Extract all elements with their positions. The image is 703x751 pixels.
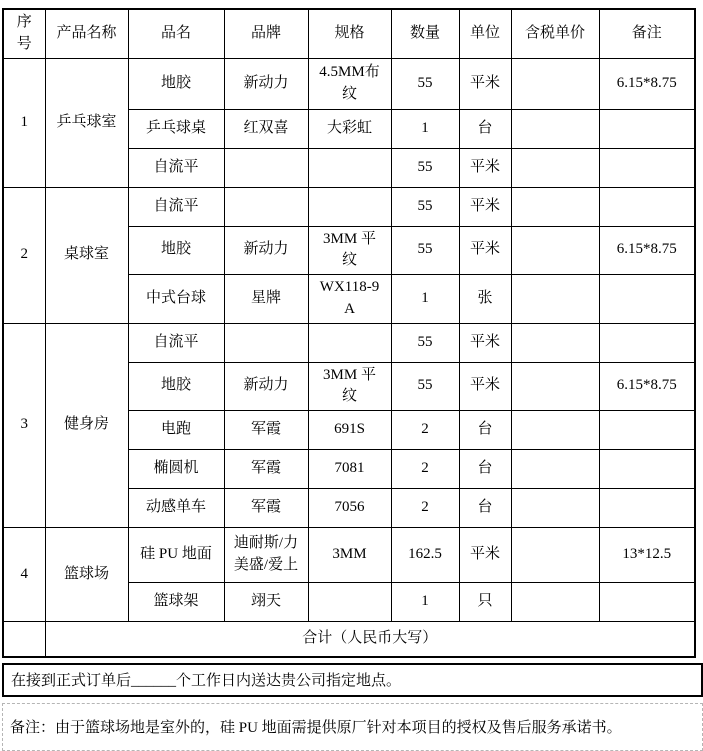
quotation-table	[2, 8, 696, 658]
cell-qty: 55	[391, 148, 459, 187]
cell-qty: 55	[391, 58, 459, 109]
cell-item: 自流平	[128, 187, 224, 226]
cell-category: 桌球室	[45, 187, 128, 323]
cell-item: 硅 PU 地面	[128, 528, 224, 583]
cell-price	[511, 58, 599, 109]
cell-spec: 3MM	[308, 528, 391, 583]
cell-category: 健身房	[45, 323, 128, 528]
cell-unit: 张	[459, 275, 511, 324]
cell-qty: 1	[391, 583, 459, 622]
header-cell-qty: 数量	[391, 9, 459, 58]
cell-spec	[308, 148, 391, 187]
cell-spec	[308, 187, 391, 226]
header-cell-unit: 单位	[459, 9, 511, 58]
cell-item: 自流平	[128, 323, 224, 362]
table-row	[3, 528, 695, 583]
table-row	[3, 323, 695, 362]
cell-brand: 军霞	[224, 489, 308, 528]
cell-price	[511, 226, 599, 275]
cell-unit: 平米	[459, 528, 511, 583]
cell-brand: 星牌	[224, 275, 308, 324]
cell-unit: 平米	[459, 187, 511, 226]
cell-brand: 新动力	[224, 362, 308, 411]
cell-qty: 55	[391, 323, 459, 362]
cell-note	[599, 323, 695, 362]
cell-item: 篮球架	[128, 583, 224, 622]
cell-spec: 大彩虹	[308, 109, 391, 148]
header-cell-brand: 品牌	[224, 9, 308, 58]
cell-price	[511, 275, 599, 324]
cell-note	[599, 109, 695, 148]
cell-no: 1	[3, 58, 45, 187]
cell-qty: 55	[391, 362, 459, 411]
cell-brand: 红双喜	[224, 109, 308, 148]
cell-qty: 2	[391, 450, 459, 489]
cell-unit: 台	[459, 450, 511, 489]
cell-spec	[308, 583, 391, 622]
cell-note	[599, 187, 695, 226]
cell-item: 地胶	[128, 58, 224, 109]
cell-unit: 平米	[459, 362, 511, 411]
cell-qty: 1	[391, 275, 459, 324]
total-row	[3, 622, 695, 657]
cell-note: 6.15*8.75	[599, 226, 695, 275]
cell-note	[599, 489, 695, 528]
cell-unit: 平米	[459, 226, 511, 275]
cell-spec: 3MM 平纹	[308, 226, 391, 275]
cell-unit: 台	[459, 489, 511, 528]
cell-price	[511, 583, 599, 622]
cell-unit: 平米	[459, 323, 511, 362]
cell-brand: 军霞	[224, 411, 308, 450]
header-cell-no: 序号	[3, 9, 45, 58]
cell-unit: 台	[459, 109, 511, 148]
cell-unit: 台	[459, 411, 511, 450]
cell-item: 乒乓球桌	[128, 109, 224, 148]
header-cell-item: 品名	[128, 9, 224, 58]
table-header-row	[3, 9, 695, 58]
cell-note: 6.15*8.75	[599, 362, 695, 411]
cell-note	[599, 450, 695, 489]
cell-item: 椭圆机	[128, 450, 224, 489]
cell-note: 6.15*8.75	[599, 58, 695, 109]
table-row	[3, 187, 695, 226]
cell-price	[511, 450, 599, 489]
cell-price	[511, 362, 599, 411]
header-cell-category: 产品名称	[45, 9, 128, 58]
cell-spec: 4.5MM布纹	[308, 58, 391, 109]
cell-no-empty	[3, 622, 45, 657]
cell-item: 地胶	[128, 226, 224, 275]
cell-note	[599, 583, 695, 622]
cell-qty: 55	[391, 187, 459, 226]
cell-price	[511, 489, 599, 528]
cell-item: 电跑	[128, 411, 224, 450]
cell-spec: 7081	[308, 450, 391, 489]
cell-price	[511, 528, 599, 583]
cell-brand: 军霞	[224, 450, 308, 489]
cell-qty: 162.5	[391, 528, 459, 583]
table-row	[3, 58, 695, 109]
cell-brand	[224, 323, 308, 362]
cell-item: 地胶	[128, 362, 224, 411]
cell-unit: 只	[459, 583, 511, 622]
cell-no: 2	[3, 187, 45, 323]
cell-qty: 1	[391, 109, 459, 148]
cell-brand: 新动力	[224, 226, 308, 275]
cell-brand: 翊天	[224, 583, 308, 622]
cell-price	[511, 148, 599, 187]
cell-spec: 7056	[308, 489, 391, 528]
delivery-note: 在接到正式订单后______个工作日内送达贵公司指定地点。	[2, 663, 703, 697]
cell-unit: 平米	[459, 58, 511, 109]
cell-no: 3	[3, 323, 45, 528]
cell-spec: 691S	[308, 411, 391, 450]
cell-qty: 55	[391, 226, 459, 275]
cell-note: 13*12.5	[599, 528, 695, 583]
cell-note	[599, 411, 695, 450]
cell-note	[599, 148, 695, 187]
cell-price	[511, 411, 599, 450]
remark-note: 备注：由于篮球场地是室外的，硅 PU 地面需提供原厂针对本项目的授权及售后服务承诺书。	[2, 703, 703, 751]
cell-qty: 2	[391, 489, 459, 528]
cell-price	[511, 187, 599, 226]
cell-item: 自流平	[128, 148, 224, 187]
cell-spec: WX118-9A	[308, 275, 391, 324]
cell-category: 篮球场	[45, 528, 128, 622]
cell-unit: 平米	[459, 148, 511, 187]
cell-price	[511, 109, 599, 148]
cell-brand: 迪耐斯/力美盛/爱上	[224, 528, 308, 583]
header-cell-spec: 规格	[308, 9, 391, 58]
total-label-cell: 合计（人民币大写）	[45, 622, 695, 657]
cell-price	[511, 323, 599, 362]
cell-no: 4	[3, 528, 45, 622]
cell-brand	[224, 148, 308, 187]
cell-item: 中式台球	[128, 275, 224, 324]
cell-note	[599, 275, 695, 324]
cell-category: 乒乓球室	[45, 58, 128, 187]
cell-qty: 2	[391, 411, 459, 450]
header-cell-price: 含税单价	[511, 9, 599, 58]
cell-brand: 新动力	[224, 58, 308, 109]
cell-brand	[224, 187, 308, 226]
cell-item: 动感单车	[128, 489, 224, 528]
header-cell-note: 备注	[599, 9, 695, 58]
cell-spec: 3MM 平纹	[308, 362, 391, 411]
cell-spec	[308, 323, 391, 362]
